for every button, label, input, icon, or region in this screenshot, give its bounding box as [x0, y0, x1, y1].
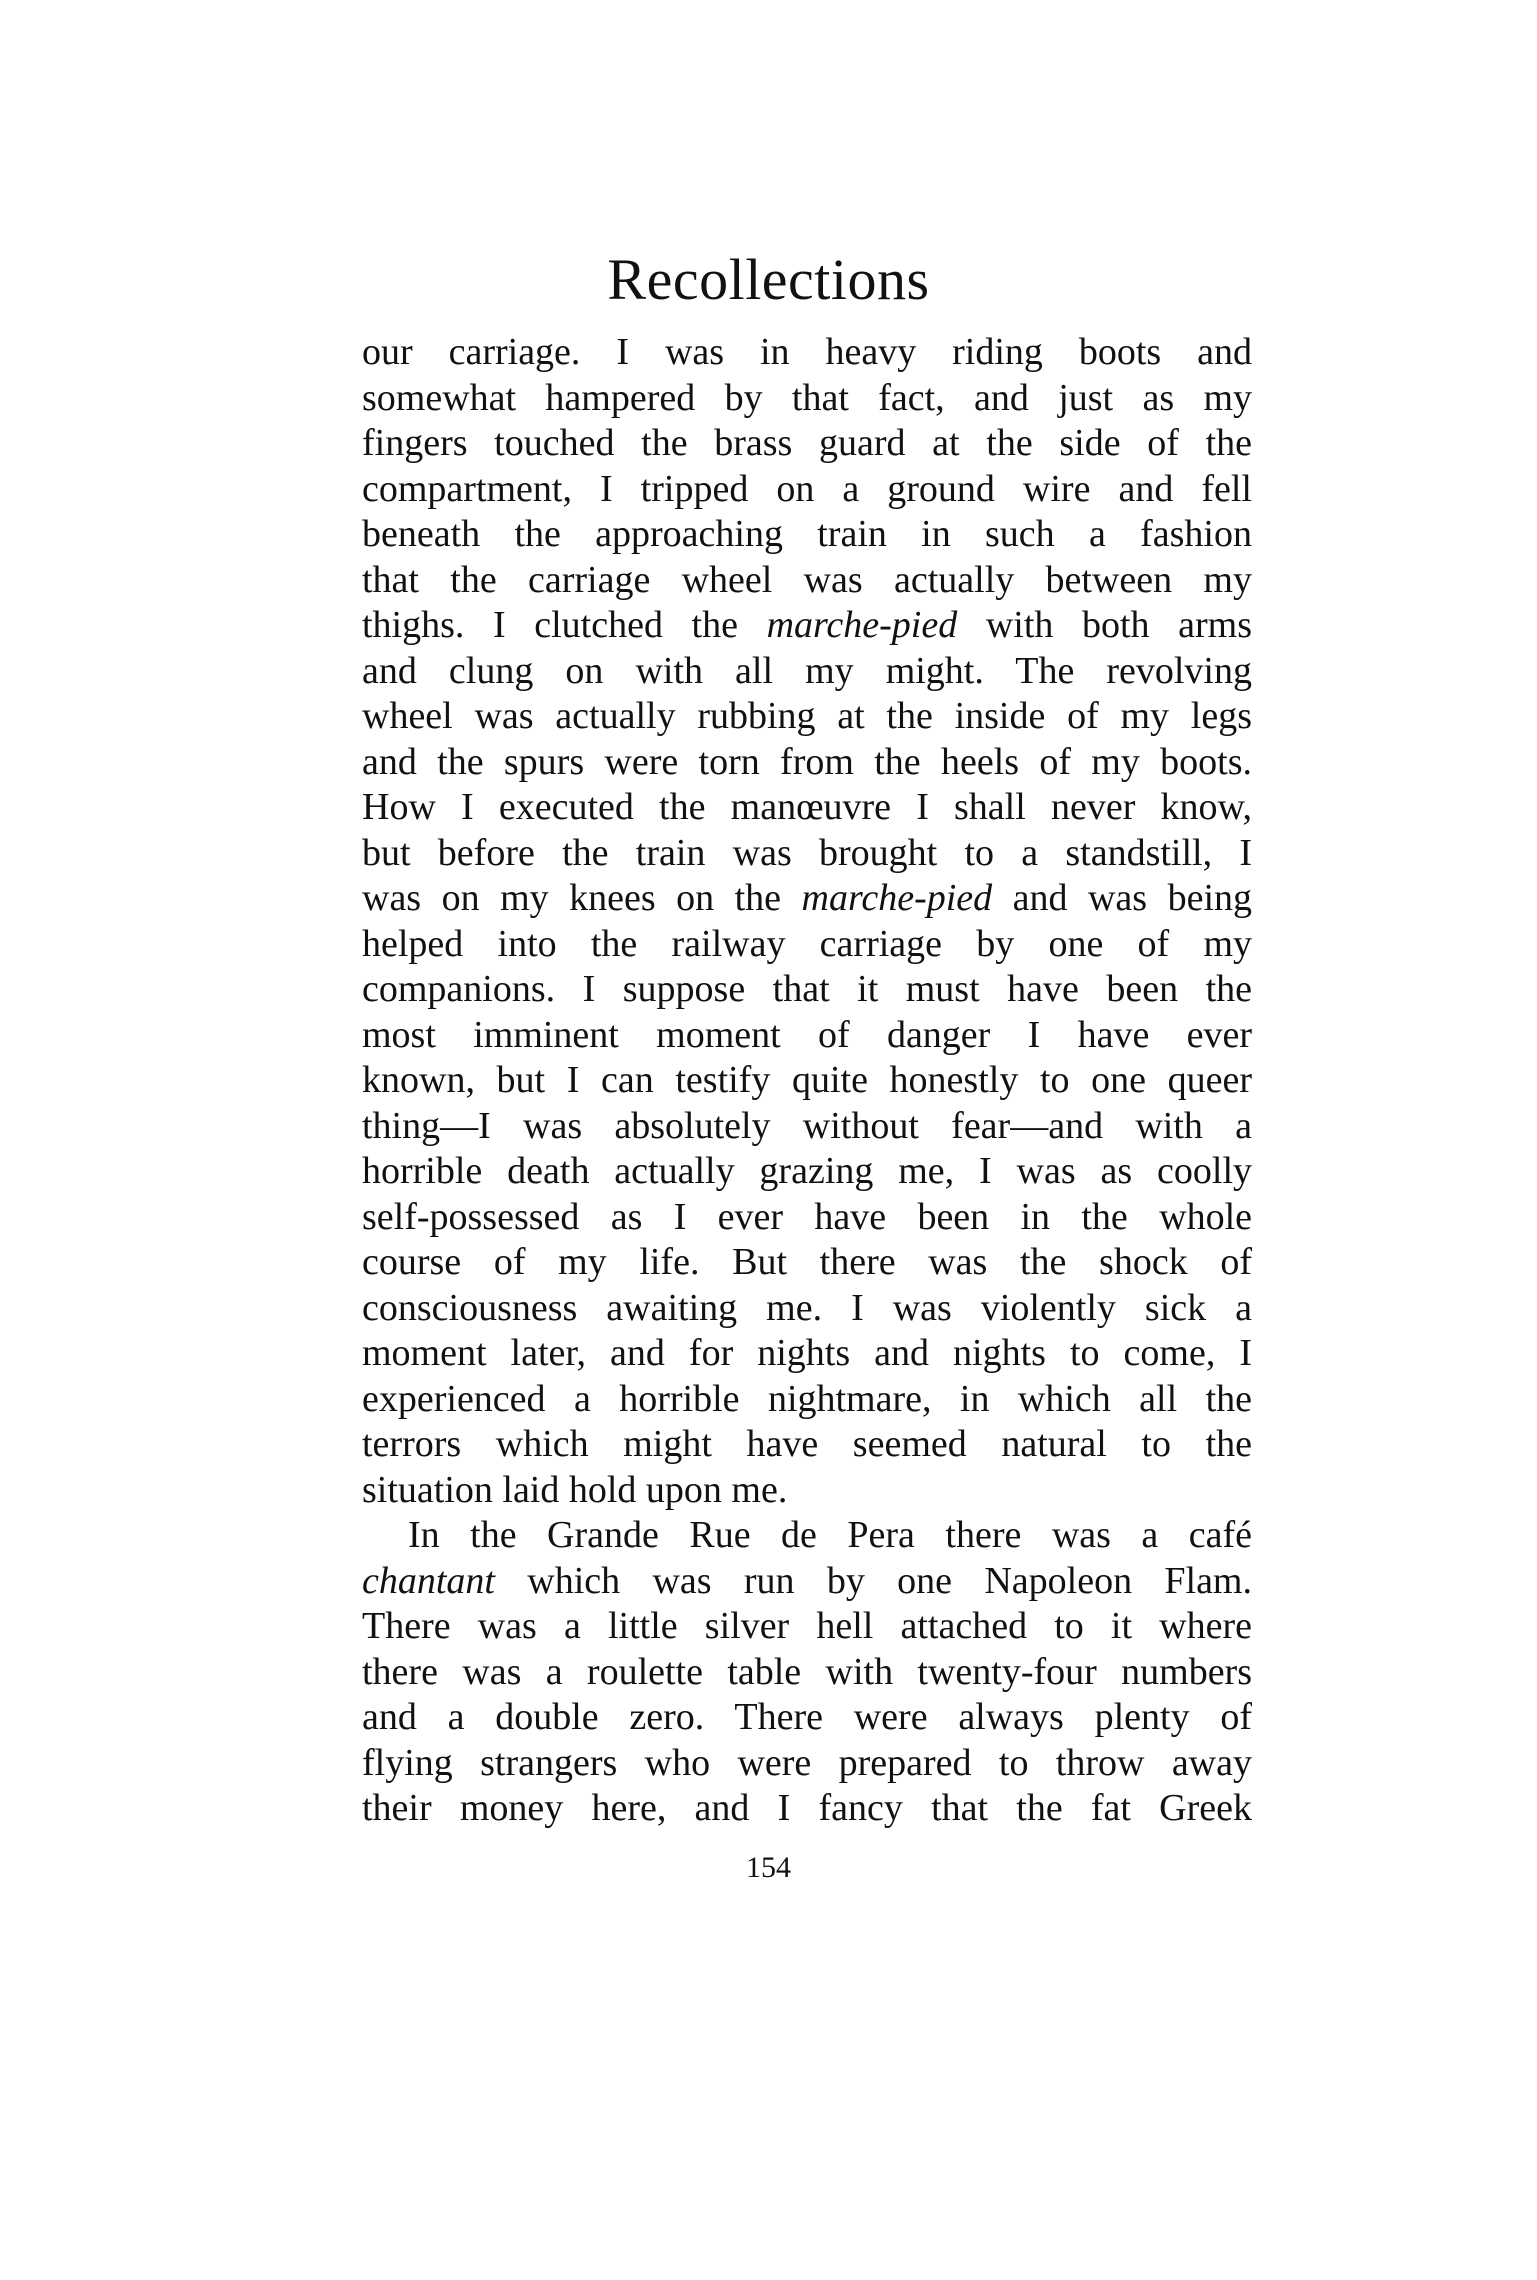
- line-text: which was run by one Napoleon Flam.: [527, 1559, 1252, 1602]
- text-line: wheel was actually rubbing at the inside of my legs: [362, 695, 1252, 737]
- page-number: 154: [746, 1851, 791, 1884]
- text-line: but before the train was brought to a standstill, I: [362, 831, 1252, 874]
- text-line: companions. I suppose that it must have been the: [362, 968, 1252, 1010]
- text-line: situation laid hold upon me.: [362, 1468, 788, 1511]
- paragraph-2: [362, 1513, 1252, 1832]
- italic-term: marche-pied: [801, 877, 993, 919]
- line-text: with both arms: [985, 604, 1252, 646]
- text-line: consciousness awaiting me. I was violently sick a: [362, 1286, 1252, 1329]
- text-line: known, but I can testify quite honestly to one queer: [362, 1059, 1252, 1101]
- text-line: most imminent moment of danger I have ever: [362, 1013, 1252, 1056]
- body-text: [362, 330, 1252, 1832]
- text-line: that the carriage wheel was actually between my: [362, 558, 1252, 601]
- text-line: self-possessed as I ever have been in the whole: [362, 1195, 1252, 1238]
- text-line: [362, 876, 1252, 922]
- text-line: thing—I was absolutely without fear—and with a: [362, 1104, 1252, 1147]
- text-line: and clung on with all my might. The revolving: [362, 649, 1252, 692]
- text-line: moment later, and for nights and nights to come, I: [362, 1332, 1252, 1374]
- running-head: Recollections: [607, 247, 930, 312]
- text-line: helped into the railway carriage by one of my: [362, 922, 1252, 965]
- text-line: horrible death actually grazing me, I was as coolly: [362, 1150, 1252, 1192]
- text-line: fingers touched the brass guard at the side of the: [362, 422, 1252, 464]
- line-text: was on my knees on the: [362, 877, 782, 919]
- text-line: course of my life. But there was the shock of: [362, 1241, 1252, 1283]
- text-line: There was a little silver hell attached to it where: [362, 1605, 1252, 1647]
- text-line: How I executed the manœuvre I shall never know,: [362, 786, 1252, 828]
- italic-term: chantant: [362, 1559, 495, 1602]
- text-line: flying strangers who were prepared to throw away: [362, 1741, 1252, 1784]
- italic-term: marche-pied: [766, 604, 958, 646]
- paragraph-1: [362, 330, 1252, 1513]
- text-line: our carriage. I was in heavy riding boots and: [362, 331, 1252, 373]
- line-text: thighs. I clutched the: [362, 604, 738, 646]
- text-line: and the spurs were torn from the heels of my boots.: [362, 740, 1252, 783]
- text-line: and a double zero. There were always plenty of: [362, 1696, 1252, 1738]
- text-line: somewhat hampered by that fact, and just as my: [362, 376, 1252, 419]
- text-line: [362, 1559, 1252, 1605]
- text-line: compartment, I tripped on a ground wire and fell: [362, 467, 1252, 510]
- text-line: In the Grande Rue de Pera there was a café: [408, 1514, 1252, 1556]
- text-line: there was a roulette table with twenty-four numbers: [362, 1650, 1252, 1693]
- text-line: beneath the approaching train in such a fashion: [362, 513, 1252, 555]
- text-line: terrors which might have seemed natural to the: [362, 1423, 1252, 1465]
- line-text: and was being: [1012, 877, 1252, 919]
- text-line: [362, 603, 1252, 649]
- text-line: their money here, and I fancy that the fat Greek: [362, 1787, 1252, 1829]
- text-line: experienced a horrible nightmare, in which all the: [362, 1377, 1252, 1420]
